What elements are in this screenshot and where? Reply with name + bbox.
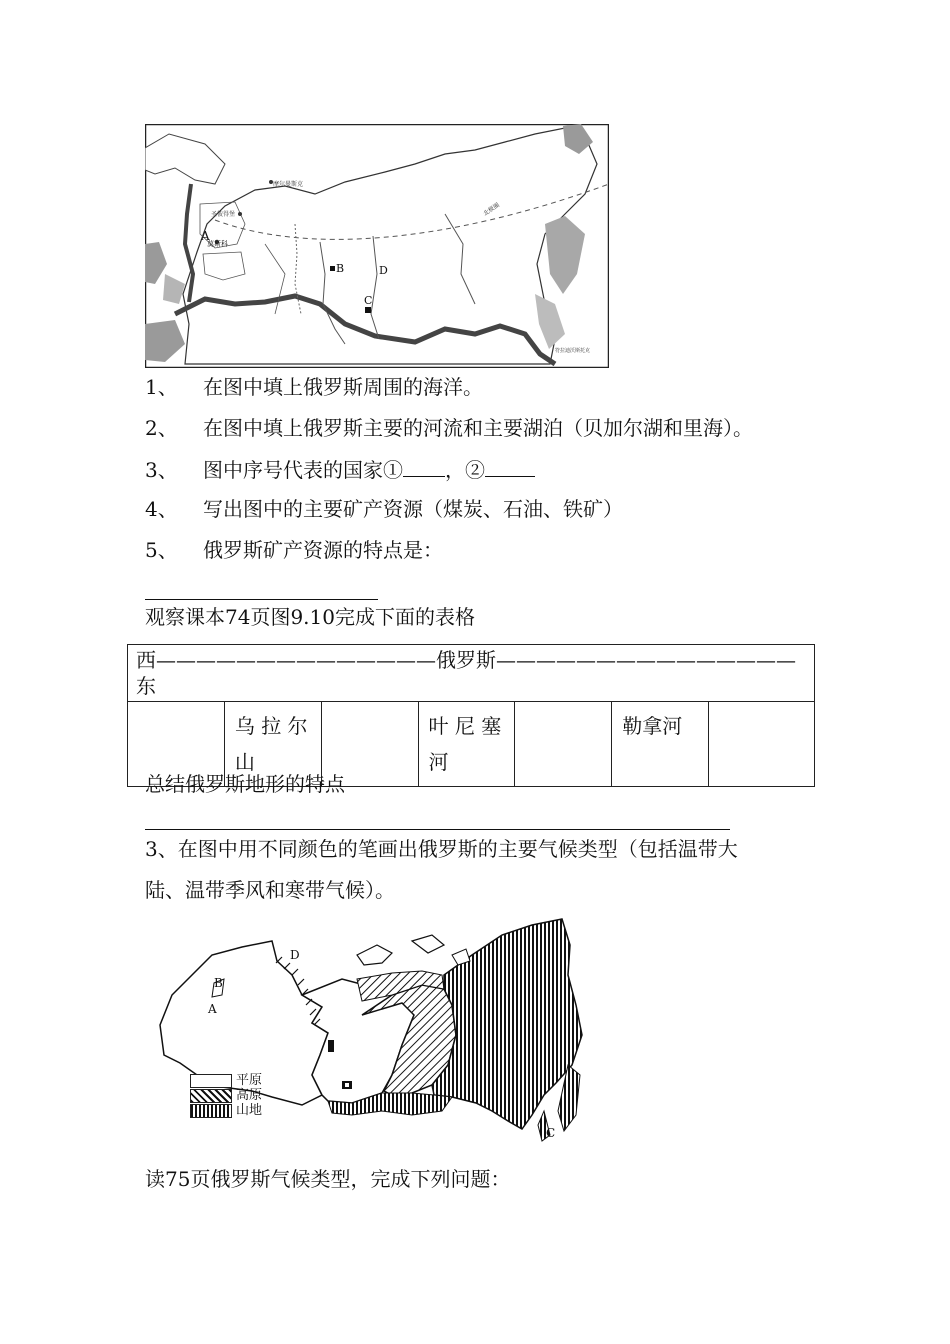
question-2 [145,415,753,441]
map1-label-d: D [379,264,388,277]
question-3 [145,456,535,483]
question-4 [145,496,623,522]
question-3-line2: 陆、温带季风和寒带气候）。 [145,878,395,902]
legend-item-plain [190,1073,262,1088]
table-cell[interactable] [515,702,612,787]
question-text-b: ，② [445,458,485,482]
question-number: 3、 [145,458,178,482]
question-text: 在图中填上俄罗斯周围的海洋。 [203,375,483,399]
question-number: 5、 [145,538,178,562]
answer-blank-2[interactable] [485,456,535,477]
map1-label-a: A [201,229,210,243]
question-number: 1、 [145,375,178,399]
table-header: 西——————————————俄罗斯———————————————东 [128,645,815,702]
answer-blank-1[interactable] [403,456,445,477]
question-text: 写出图中的主要矿产资源（煤炭、石油、铁矿） [203,497,623,521]
table-cell[interactable] [709,702,815,787]
mountain-swatch [190,1104,232,1118]
map2-label-a: A [208,1002,217,1016]
svg-text:北极圈: 北极圈 [482,201,501,218]
map2-label-c: C [546,1126,556,1140]
summary-instruction: 总结俄罗斯地形的特点 [145,772,345,796]
map2-label-d: D [290,948,300,962]
legend-label: 高原 [236,1088,263,1103]
question-number: 4、 [145,497,178,521]
plateau-swatch [190,1089,232,1103]
legend-item-mountain [190,1103,262,1118]
question-number: 2、 [145,416,178,440]
question-text-a: 图中序号代表的国家① [203,458,403,482]
legend-label: 平原 [236,1073,263,1088]
map1-label-b: B [336,262,345,275]
read-instruction: 读75页俄罗斯气候类型，完成下列问题： [145,1167,511,1191]
map1-label-c: C [364,294,373,307]
russia-location-map [145,124,609,368]
question-text: 俄罗斯矿产资源的特点是： [203,538,443,562]
table-cell: 叶 尼 塞 河 [418,702,515,787]
russia-terrain-map [152,915,592,1147]
svg-text:符拉迪沃斯托克: 符拉迪沃斯托克 [555,348,591,354]
map-legend [190,1073,262,1118]
legend-item-plateau [190,1088,262,1103]
answer-line[interactable] [145,829,730,830]
question-text: 在图中填上俄罗斯主要的河流和主要湖泊（贝加尔湖和里海）。 [203,416,753,440]
observe-instruction: 观察课本74页图9.10完成下面的表格 [145,605,475,629]
legend-label: 山地 [236,1103,263,1118]
question-1 [145,374,483,400]
terrain-table [127,644,815,787]
svg-text:莫斯科: 莫斯科 [207,240,228,248]
question-5 [145,537,443,563]
svg-text:摩尔曼斯克: 摩尔曼斯克 [273,181,304,188]
table-cell: 勒拿河 [612,702,709,787]
map2-label-b: B [214,976,223,990]
plain-swatch [190,1074,232,1088]
question-3-line1: 3、在图中用不同颜色的笔画出俄罗斯的主要气候类型（包括温带大 [145,837,738,861]
table-cell: 乌 拉 尔 山 [224,702,321,787]
svg-text:圣彼得堡: 圣彼得堡 [211,211,236,218]
answer-line[interactable] [145,599,378,600]
